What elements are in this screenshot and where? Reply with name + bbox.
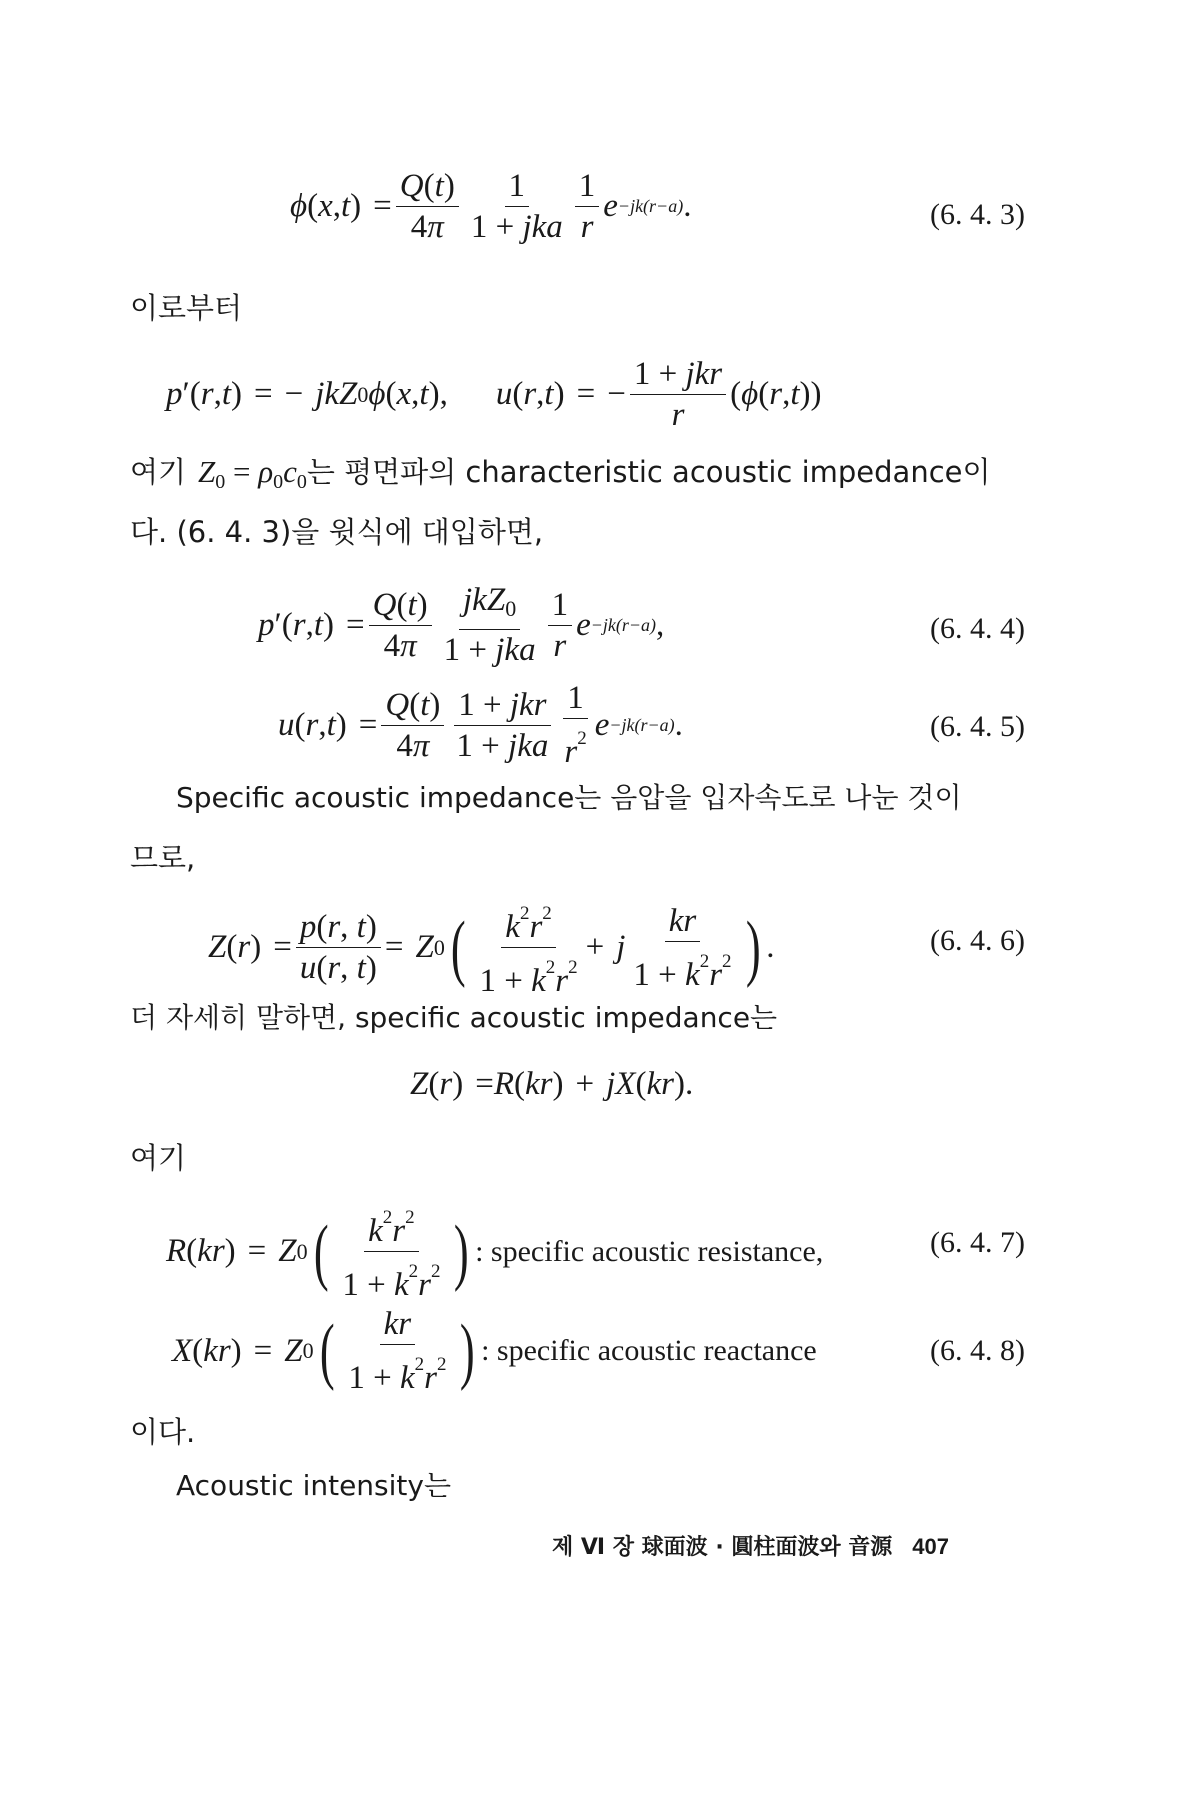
- equation-number: (6. 4. 7): [930, 1226, 1025, 1259]
- equation-6-4-7: R ( kr ) = Z 0 ( $\frac{k^2r^2}{1 + k^2r^2}$ ) : specific acoustic resistance,: [166, 1200, 823, 1303]
- equation-number: (6. 4. 4): [930, 612, 1025, 645]
- equation-number: (6. 4. 5): [930, 710, 1025, 743]
- equation-6-4-6: Z ( r ) = $\frac{p(r, t)}{u(r, t)}$ = Z 0 ( $\frac{k^2r^2}{1 + k^2r^2}$ + j $\frac{kr}{1 + k^2r^2}$ ) .: [208, 896, 774, 999]
- page-footer: [552, 1530, 949, 1561]
- equation-number: (6. 4. 6): [930, 924, 1025, 957]
- equation-pressure-velocity: p ′( r , t ) = − jkZ 0 ϕ ( x , t ), u ( r , t ) = − $\frac{\text{1 + jkr}}{r}$ ( ϕ ( r , t )): [166, 356, 822, 433]
- text-from-this: 이로부터: [130, 291, 243, 325]
- text-is: 이다.: [130, 1415, 196, 1449]
- text-acoustic-intensity: Acoustic intensity는: [176, 1469, 452, 1502]
- equation-number: (6. 4. 3): [930, 198, 1025, 231]
- text-here: 여기: [130, 1141, 187, 1175]
- equation-z-decomposition: Z ( r ) = R ( kr ) + jX ( kr ).: [410, 1066, 694, 1102]
- equation-6-4-3: ϕ ( x , t ) = $\frac{Q(t)}{4\pi}$ $\frac{1}{\text{1 + jka}}$ $\frac{1}{r}$ e −jk(r−a) .: [290, 168, 692, 245]
- chapter-title: 제 Ⅵ 장 球面波 · 圓柱面波와 音源: [552, 1535, 893, 1560]
- equation-6-4-8: X ( kr ) = Z 0 ( $\frac{kr}{1 + k^2r^2}$ ) : specific acoustic reactance: [172, 1306, 817, 1396]
- equation-6-4-4: p ′( r , t ) = $\frac{Q(t)}{4\pi}$ $\frac{\text{jkZ0}}{\text{1 + jka}}$ $\frac{1}{r}$ e −jk(r−a) ,: [258, 582, 665, 668]
- text-characteristic-impedance: 여기 Z0 = ρ0c0는 평면파의 characteristic acoustic impedance이: [130, 454, 991, 493]
- equation-number: (6. 4. 8): [930, 1334, 1025, 1367]
- text-specific-impedance-1: Specific acoustic impedance는 음압을 입자속도로 나눈 것이: [176, 781, 962, 814]
- page-number: 407: [912, 1534, 949, 1559]
- text-detail: 더 자세히 말하면, specific acoustic impedance는: [130, 1001, 778, 1034]
- equation-6-4-5: u ( r , t ) = $\frac{Q(t)}{4\pi}$ $\frac{\text{1 + jkr}}{\text{1 + jka}}$ $\frac{1}{r^2}$ e −jk(r−a) .: [278, 680, 683, 770]
- text-specific-impedance-2: 므로,: [130, 841, 196, 875]
- text-substitute: 다. (6. 4. 3)을 윗식에 대입하면,: [130, 515, 544, 549]
